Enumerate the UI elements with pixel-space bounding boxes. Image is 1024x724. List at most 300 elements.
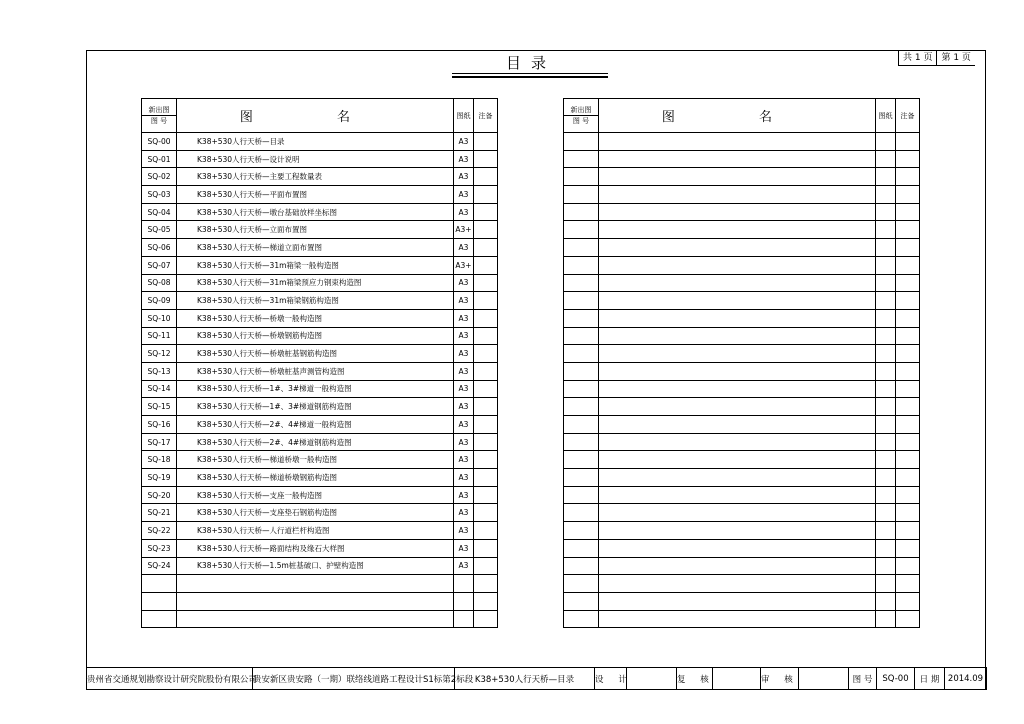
- table-row: [564, 186, 920, 204]
- paper-size: [876, 203, 896, 221]
- drawing-code: [564, 292, 599, 310]
- drawing-title: K38+530人行天桥—目录: [455, 668, 595, 690]
- drawing-code: SQ-08: [142, 274, 177, 292]
- remark: [896, 239, 920, 257]
- drawing-code: [564, 168, 599, 186]
- drawing-name: K38+530人行天桥—2#、4#梯道钢筋构造图: [177, 433, 454, 451]
- remark: [474, 451, 498, 469]
- drawing-name: K38+530人行天桥—路面结构及缘石大样图: [177, 539, 454, 557]
- date-value: 2014.09: [945, 668, 987, 690]
- drawing-code: [564, 539, 599, 557]
- remark: [896, 309, 920, 327]
- drawing-code: SQ-23: [142, 539, 177, 557]
- drawing-code: SQ-22: [142, 522, 177, 540]
- drawing-code: [564, 327, 599, 345]
- title-block: [86, 667, 987, 690]
- remark: [896, 186, 920, 204]
- catalog-title: 目录: [506, 54, 557, 72]
- table-row: [564, 557, 920, 575]
- drawing-name: K38+530人行天桥—桥墩桩基钢筋构造图: [177, 345, 454, 363]
- remark: [896, 221, 920, 239]
- remark: [474, 416, 498, 434]
- drawing-name: K38+530人行天桥—1.5m桩基破口、护壁构造图: [177, 557, 454, 575]
- drawing-code: SQ-24: [142, 557, 177, 575]
- table-row: [142, 133, 498, 151]
- paper-size: A3: [454, 168, 474, 186]
- table-header-row: [564, 99, 920, 133]
- header-note: 注备: [896, 99, 920, 133]
- paper-size: A3: [454, 557, 474, 575]
- drawing-code: SQ-10: [142, 309, 177, 327]
- table-row: [564, 345, 920, 363]
- drawing-name: K38+530人行天桥—梯道桥墩钢筋构造图: [177, 469, 454, 487]
- table-row: [142, 592, 498, 610]
- remark: [896, 168, 920, 186]
- drawing-name: [599, 274, 876, 292]
- drawing-name: [599, 592, 876, 610]
- drawing-code: [142, 575, 177, 593]
- drawing-code: [564, 469, 599, 487]
- drawing-name: K38+530人行天桥—人行道栏杆构造图: [177, 522, 454, 540]
- table-row: [142, 362, 498, 380]
- review-value: [799, 668, 849, 690]
- paper-size: A3: [454, 539, 474, 557]
- remark: [474, 575, 498, 593]
- remark: [896, 557, 920, 575]
- catalog-table-left: [141, 98, 498, 628]
- drawing-code: [564, 451, 599, 469]
- paper-size: [454, 575, 474, 593]
- drawing-code: SQ-17: [142, 433, 177, 451]
- drawing-code: [564, 416, 599, 434]
- table-row: [564, 133, 920, 151]
- drawing-name: K38+530人行天桥—1#、3#梯道一般构造图: [177, 380, 454, 398]
- paper-size: [876, 133, 896, 151]
- remark: [896, 469, 920, 487]
- drawing-code: [564, 522, 599, 540]
- remark: [896, 433, 920, 451]
- table-row: [564, 309, 920, 327]
- remark: [896, 451, 920, 469]
- drawing-name: K38+530人行天桥—目录: [177, 133, 454, 151]
- drawing-code: [142, 610, 177, 628]
- paper-size: A3: [454, 504, 474, 522]
- drawing-name: [599, 133, 876, 151]
- remark: [896, 539, 920, 557]
- paper-size: A3+: [454, 221, 474, 239]
- remark: [896, 362, 920, 380]
- table-row: [142, 539, 498, 557]
- page-current: 第 1 页: [936, 51, 974, 65]
- drawing-code: SQ-19: [142, 469, 177, 487]
- paper-size: A3: [454, 469, 474, 487]
- paper-size: [876, 416, 896, 434]
- paper-size: [876, 274, 896, 292]
- drawing-name: [599, 522, 876, 540]
- remark: [896, 398, 920, 416]
- drawing-name: [599, 575, 876, 593]
- remark: [474, 398, 498, 416]
- remark: [896, 522, 920, 540]
- drawing-code: SQ-04: [142, 203, 177, 221]
- paper-size: A3: [454, 133, 474, 151]
- table-row: [564, 539, 920, 557]
- drawing-name: [599, 504, 876, 522]
- table-row: [564, 504, 920, 522]
- drawing-code: SQ-01: [142, 150, 177, 168]
- remark: [896, 256, 920, 274]
- drawing-code: SQ-09: [142, 292, 177, 310]
- table-row: [564, 398, 920, 416]
- table-row: [142, 292, 498, 310]
- check-label: 复 核: [677, 668, 713, 690]
- project-name: 贵安新区贵安路（一期）联络线道路工程设计S1标第2标段: [253, 668, 455, 690]
- table-row: [564, 469, 920, 487]
- header-code-top: 新出图: [570, 106, 592, 114]
- paper-size: A3: [454, 433, 474, 451]
- remark: [474, 486, 498, 504]
- company-name: 贵州省交通规划勘察设计研究院股份有限公司: [87, 668, 253, 690]
- drawing-code: [564, 504, 599, 522]
- drawing-code: SQ-13: [142, 362, 177, 380]
- drawing-code: [564, 433, 599, 451]
- paper-size: A3: [454, 486, 474, 504]
- table-row: [564, 433, 920, 451]
- drawing-name: K38+530人行天桥—平面布置图: [177, 186, 454, 204]
- drawing-code: [564, 203, 599, 221]
- remark: [896, 380, 920, 398]
- table-row: [564, 486, 920, 504]
- table-row: [564, 274, 920, 292]
- table-row: [142, 522, 498, 540]
- header-name: 图 名: [177, 99, 454, 133]
- paper-size: A3: [454, 522, 474, 540]
- table-row: [142, 168, 498, 186]
- drawing-name: [599, 451, 876, 469]
- remark: [896, 575, 920, 593]
- remark: [474, 239, 498, 257]
- remark: [474, 539, 498, 557]
- drawing-name: [599, 345, 876, 363]
- review-label: 审 核: [761, 668, 799, 690]
- table-row: [142, 557, 498, 575]
- drawing-code: SQ-16: [142, 416, 177, 434]
- table-row: [142, 398, 498, 416]
- drawing-name: K38+530人行天桥—主要工程数量表: [177, 168, 454, 186]
- drawing-name: K38+530人行天桥—2#、4#梯道一般构造图: [177, 416, 454, 434]
- drawing-no: SQ-00: [877, 668, 915, 690]
- drawing-name: K38+530人行天桥—支座一般构造图: [177, 486, 454, 504]
- table-row: [142, 433, 498, 451]
- paper-size: A3: [454, 239, 474, 257]
- drawing-code: SQ-18: [142, 451, 177, 469]
- drawing-code: SQ-05: [142, 221, 177, 239]
- remark: [474, 274, 498, 292]
- paper-size: A3: [454, 186, 474, 204]
- drawing-name: [599, 362, 876, 380]
- table-row: [564, 239, 920, 257]
- drawing-name: [599, 610, 876, 628]
- table-row: [564, 522, 920, 540]
- paper-size: [454, 610, 474, 628]
- header-code-top: 新出图: [148, 106, 170, 114]
- drawing-code: [142, 592, 177, 610]
- drawing-name: [599, 539, 876, 557]
- drawing-code: SQ-20: [142, 486, 177, 504]
- paper-size: [876, 292, 896, 310]
- drawing-name: K38+530人行天桥—立面布置图: [177, 221, 454, 239]
- drawing-code: [564, 557, 599, 575]
- remark: [474, 309, 498, 327]
- paper-size: A3: [454, 203, 474, 221]
- remark: [896, 345, 920, 363]
- paper-size: A3: [454, 362, 474, 380]
- drawing-name: [599, 309, 876, 327]
- table-row: [564, 292, 920, 310]
- paper-size: [876, 592, 896, 610]
- paper-size: [876, 451, 896, 469]
- drawing-code: [564, 486, 599, 504]
- drawing-code: [564, 186, 599, 204]
- drawing-name: [599, 168, 876, 186]
- drawing-name: K38+530人行天桥—31m箱梁钢筋构造图: [177, 292, 454, 310]
- page-count-box: [898, 51, 975, 66]
- remark: [896, 274, 920, 292]
- remark: [474, 292, 498, 310]
- drawing-code: SQ-03: [142, 186, 177, 204]
- remark: [474, 362, 498, 380]
- table-row: [142, 486, 498, 504]
- drawing-name: [177, 592, 454, 610]
- header-code: [564, 99, 599, 133]
- paper-size: [876, 380, 896, 398]
- drawing-code: [564, 274, 599, 292]
- paper-size: [876, 398, 896, 416]
- remark: [896, 504, 920, 522]
- drawing-name: K38+530人行天桥—设计说明: [177, 150, 454, 168]
- drawing-name: K38+530人行天桥—桥墩一般构造图: [177, 309, 454, 327]
- table-row: [142, 327, 498, 345]
- table-row: [142, 575, 498, 593]
- remark: [896, 203, 920, 221]
- paper-size: [876, 362, 896, 380]
- catalog-body-left: [142, 133, 498, 628]
- table-row: [564, 362, 920, 380]
- drawing-code: SQ-07: [142, 256, 177, 274]
- paper-size: [876, 150, 896, 168]
- remark: [896, 486, 920, 504]
- remark: [896, 592, 920, 610]
- remark: [896, 133, 920, 151]
- remark: [474, 203, 498, 221]
- remark: [474, 592, 498, 610]
- remark: [896, 292, 920, 310]
- table-row: [564, 380, 920, 398]
- table-row: [142, 380, 498, 398]
- remark: [474, 150, 498, 168]
- paper-size: A3: [454, 398, 474, 416]
- drawing-code: [564, 150, 599, 168]
- remark: [474, 522, 498, 540]
- paper-size: A3: [454, 274, 474, 292]
- drawing-code: SQ-21: [142, 504, 177, 522]
- table-row: [142, 345, 498, 363]
- table-row: [142, 221, 498, 239]
- title-underline-thick: [452, 76, 608, 78]
- paper-size: [876, 610, 896, 628]
- drawing-code: SQ-11: [142, 327, 177, 345]
- paper-size: [876, 168, 896, 186]
- table-row: [142, 203, 498, 221]
- drawing-name: [599, 150, 876, 168]
- drawing-code: [564, 592, 599, 610]
- drawing-code: [564, 398, 599, 416]
- paper-size: [876, 256, 896, 274]
- drawing-code: [564, 345, 599, 363]
- paper-size: A3: [454, 292, 474, 310]
- check-value: [713, 668, 761, 690]
- drawing-name: [599, 203, 876, 221]
- drawing-name: K38+530人行天桥—梯道立面布置图: [177, 239, 454, 257]
- table-row: [564, 416, 920, 434]
- remark: [474, 256, 498, 274]
- table-row: [564, 575, 920, 593]
- table-row: [142, 416, 498, 434]
- remark: [474, 327, 498, 345]
- drawing-name: K38+530人行天桥—支座垫石钢筋构造图: [177, 504, 454, 522]
- drawing-name: [599, 433, 876, 451]
- paper-size: [876, 327, 896, 345]
- table-row: [564, 168, 920, 186]
- drawing-name: K38+530人行天桥—梯道桥墩一般构造图: [177, 451, 454, 469]
- drawing-name: [599, 398, 876, 416]
- paper-size: [876, 469, 896, 487]
- drawing-name: [599, 292, 876, 310]
- page-total: 共 1 页: [903, 53, 933, 63]
- table-header-row: [142, 99, 498, 133]
- paper-size: A3: [454, 327, 474, 345]
- table-row: [142, 239, 498, 257]
- remark: [896, 610, 920, 628]
- remark: [474, 610, 498, 628]
- table-row: [142, 186, 498, 204]
- paper-size: [876, 345, 896, 363]
- paper-size: [876, 433, 896, 451]
- catalog-body-right: [564, 133, 920, 628]
- remark: [896, 327, 920, 345]
- table-row: [564, 327, 920, 345]
- drawing-code: [564, 309, 599, 327]
- header-size: 图纸: [454, 99, 474, 133]
- drawing-name: K38+530人行天桥—1#、3#梯道钢筋构造图: [177, 398, 454, 416]
- drawing-no-label: 图 号: [849, 668, 877, 690]
- drawing-name: [599, 221, 876, 239]
- remark: [474, 186, 498, 204]
- remark: [474, 221, 498, 239]
- paper-size: [876, 186, 896, 204]
- remark: [474, 345, 498, 363]
- table-row: [564, 451, 920, 469]
- drawing-code: SQ-00: [142, 133, 177, 151]
- drawing-code: SQ-14: [142, 380, 177, 398]
- header-name: 图 名: [599, 99, 876, 133]
- table-row: [564, 203, 920, 221]
- table-row: [142, 150, 498, 168]
- remark: [474, 168, 498, 186]
- remark: [896, 150, 920, 168]
- drawing-code: [564, 133, 599, 151]
- paper-size: A3: [454, 345, 474, 363]
- design-value: [627, 668, 677, 690]
- drawing-code: [564, 380, 599, 398]
- header-code-bottom: 图 号: [564, 115, 598, 126]
- drawing-code: [564, 610, 599, 628]
- table-row: [142, 469, 498, 487]
- date-label: 日 期: [915, 668, 945, 690]
- drawing-code: [564, 575, 599, 593]
- remark: [474, 504, 498, 522]
- remark: [474, 469, 498, 487]
- catalog-table-right: [563, 98, 920, 628]
- drawing-name: K38+530人行天桥—桥墩桩基声测管构造图: [177, 362, 454, 380]
- drawing-name: [599, 486, 876, 504]
- table-row: [564, 221, 920, 239]
- table-row: [142, 309, 498, 327]
- paper-size: [876, 557, 896, 575]
- drawing-name: [599, 469, 876, 487]
- paper-size: [876, 539, 896, 557]
- drawing-name: K38+530人行天桥—31m箱梁一般构造图: [177, 256, 454, 274]
- drawing-name: [599, 256, 876, 274]
- remark: [474, 433, 498, 451]
- paper-size: A3: [454, 451, 474, 469]
- table-row: [142, 256, 498, 274]
- paper-size: A3: [454, 380, 474, 398]
- remark: [474, 133, 498, 151]
- paper-size: [876, 575, 896, 593]
- drawing-name: [599, 557, 876, 575]
- drawing-name: K38+530人行天桥—桥墩钢筋构造图: [177, 327, 454, 345]
- table-row: [564, 610, 920, 628]
- table-row: [564, 256, 920, 274]
- header-size: 图纸: [876, 99, 896, 133]
- paper-size: A3: [454, 150, 474, 168]
- drawing-code: SQ-12: [142, 345, 177, 363]
- table-row: [142, 610, 498, 628]
- header-code: [142, 99, 177, 133]
- drawing-name: [599, 327, 876, 345]
- drawing-name: [599, 416, 876, 434]
- table-row: [564, 150, 920, 168]
- paper-size: A3: [454, 309, 474, 327]
- header-note: 注备: [474, 99, 498, 133]
- table-row: [142, 274, 498, 292]
- paper-size: [876, 239, 896, 257]
- drawing-code: [564, 221, 599, 239]
- paper-size: [876, 486, 896, 504]
- paper-size: [876, 309, 896, 327]
- header-code-bottom: 图 号: [142, 115, 176, 126]
- drawing-name: K38+530人行天桥—墩台基础放样坐标图: [177, 203, 454, 221]
- paper-size: [454, 592, 474, 610]
- drawing-code: SQ-06: [142, 239, 177, 257]
- paper-size: A3: [454, 416, 474, 434]
- drawing-code: [564, 362, 599, 380]
- drawing-code: SQ-02: [142, 168, 177, 186]
- design-label: 设 计: [595, 668, 627, 690]
- drawing-name: [599, 380, 876, 398]
- paper-size: [876, 504, 896, 522]
